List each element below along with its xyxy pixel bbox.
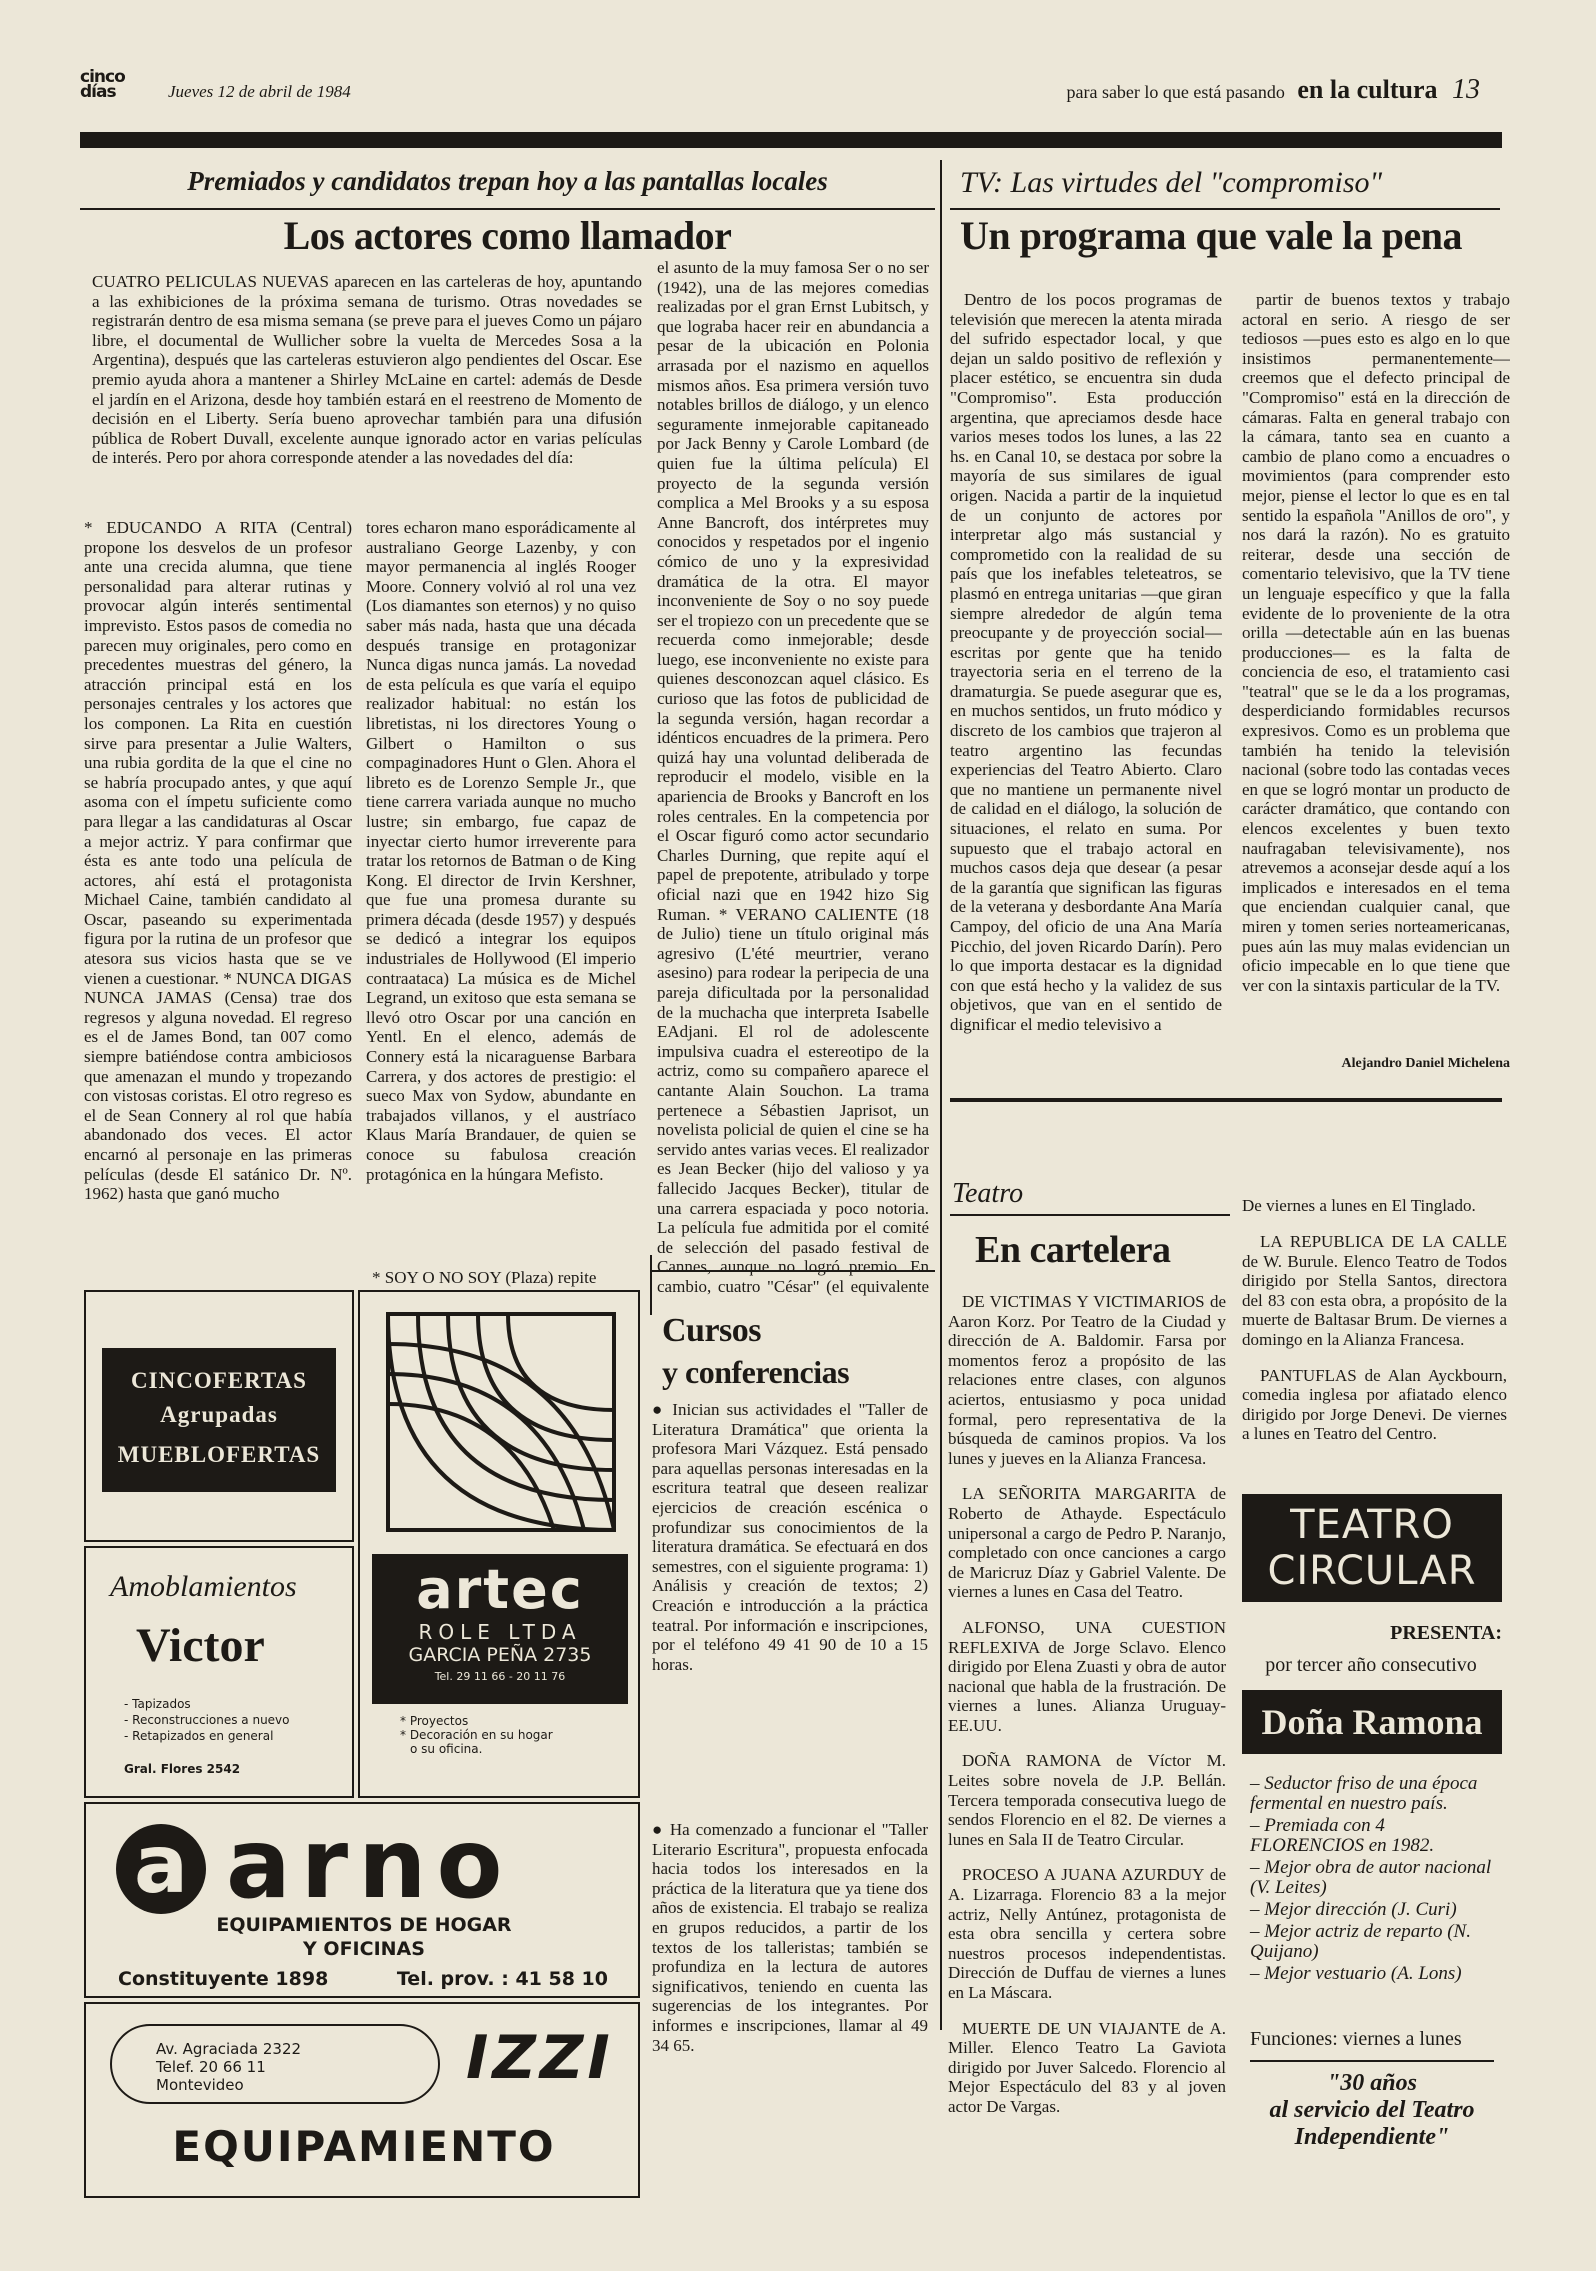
teatro-circular-header: [1242, 1494, 1502, 1602]
service-item: - Tapizados: [124, 1697, 191, 1711]
story-kicker: Premiados y candidatos trepan hoy a las pantallas locales: [187, 166, 828, 196]
arno-name: arno: [226, 1808, 513, 1920]
service-item: * Proyectos: [400, 1714, 469, 1728]
teatro-kicker: Teatro: [952, 1178, 1024, 1209]
section-divider: [940, 160, 942, 2030]
arno-phone: Tel. prov. : 41 58 10: [396, 1968, 608, 1990]
author-signature: Alejandro Daniel Michelena: [1341, 1056, 1510, 1071]
ad-cincofertas: [84, 1290, 354, 1542]
section-header: [1066, 74, 1480, 106]
column-rule: [650, 1255, 652, 1315]
ad-victor-address: Gral. Flores 2542: [124, 1762, 241, 1776]
ad-cincofertas-box: [102, 1348, 336, 1492]
service-item: - Reconstrucciones a nuevo: [124, 1713, 290, 1727]
tagline: para saber lo que está pasando: [1066, 82, 1285, 102]
issue-date: Jueves 12 de abril de 1984: [168, 82, 351, 101]
story-headline: Los actores como llamador: [283, 213, 732, 258]
story-column-2: tores echaron mano esporádicamente al australiano George Lazenby, y con mayor permanencia al inglés Rooger Moore. Connery volvió al rol una vez (Los diamantes son eternos) y no quiso saber más nada, hasta que una década después transige en protagonizar Nunca digas nunca jamás. La novedad de esta película es que varía el equipo realizador habitual: no están los libretistas, ni los directores Young o Gilbert o Hamilton o sus compaginadores Hunt o Glen. Ahora el libreto es de Lorenzo Semple Jr., que tiene carrera variada aunque no mucho lustre; sin embargo, fue capaz de inyectar cierto humor irreverente para tratar los retornos de Batman o de King Kong. El director de Irvin Kershner, que fue una promesa durante su primera década (desde 1957) y después se dedicó a integrar los equipos industriales de Hollywood (El imperio contraataca) La música es de Michel Legrand, un exitoso que esta semana se llevó otro Oscar por una canción en Yentl. En el elenco, además de Connery está la nicaraguense Barbara Carrera, y dos actores de prestigio: el sueco Max von Sydow, abundante en trabajados villanos, y el austríaco Klaus María Brandauer, de quien se conoce su fabulosa creación protagónica en la húngara Mefisto.: [366, 518, 636, 1184]
artec-phone: Tel. 29 11 66 - 20 11 76: [434, 1670, 566, 1683]
listing: PANTUFLAS de Alan Ayckbourn, comedia inglesa por afiatado elenco dirigido por Jorge Denevi. De viernes a lunes en Teatro del Centro.: [1242, 1365, 1507, 1444]
ad-victor-services: [124, 1696, 290, 1744]
arno-address: Constituyente 1898: [118, 1968, 329, 1990]
story-column-2-tail: * SOY O NO SOY (Plaza) repite: [372, 1268, 597, 1287]
story-column-2: partir de buenos textos y trabajo actoral en serio. A riesgo de ser tediosos —pues esto es algo en lo que insistimos permanentemente— creemos que el defecto principal de "Compromiso" está en la dirección de cámaras. Falta en general trabajo con la cámara, tanto sea en cuanto a cambio de plano como a encuadres o movimientos (para comprender esto mejor, piense el lector lo que es en tal sentido la española "Anillos de oro", y nos dará la razón). No es gratuito reiterar, desde una sección de comentario televisivo, que la TV tiene un lenguaje específico y que la falla evidente de lo proveniente de la otra orilla —detectable aún en las buenas producciones— es la falta de conciencia de eso, el tratamiento casi "teatral" que se le da a los programas, desperdiciando formidables recursos expresivos. Como es un problema que también ha tenido la televisión nacional (sobre todo las contadas veces en que se logró montar un producto de carácter dramático, que contando con elencos excelentes y buen texto naufragaban televisivamente), nos atrevemos a aconsejar desde aquí a los implicados e interesados en el tema que enciendan cualquier canal, que miren y tomen series norteamericanas, pues aún las muy malas evidencian un oficio impecable en lo que tiene que ver con la sintaxis particular de la TV.: [1242, 290, 1510, 995]
masthead: [80, 68, 1480, 108]
izzi-address: [142, 2040, 301, 2094]
kicker-underline: [80, 208, 935, 210]
cursos-title-2: y conferencias: [662, 1354, 850, 1390]
slogan-line: al servicio del Teatro: [1269, 2097, 1475, 2123]
newspaper-logo: cinco días: [80, 67, 125, 102]
teatro-circular-title: CIRCULAR: [1267, 1548, 1477, 1594]
section-rule: [950, 1098, 1502, 1102]
ad-line: MUEBLOFERTAS: [117, 1442, 321, 1467]
slogan-line: "30 años: [1326, 2070, 1417, 2096]
izzi-word: EQUIPAMIENTO: [172, 2122, 556, 2171]
award-item: – Mejor actriz de reparto (N. Quijano): [1250, 1921, 1471, 1962]
story-column-1: Dentro de los pocos programas de televisión que merecen la atenta mirada del sufrido espectador local, y que dejan un saldo positivo de reflexión y placer estético, se encuentra sin duda "Compromiso". Esta producción argentina, que apreciamos desde hace varios meses todos los lunes, a las 22 hs. en Canal 10, se destaca por sobre la mayoría de sus similares de igual origen. Nacida a partir de la inquietud de un conjunto de actores por interpretar algo más sustancial y comprometido con la realidad de su país que los inefables teleteatros, se plasmó en entrega unitarias —que giran siempre alrededor de algún tema preocupante y de proyección social— escritas por gente que ha tenido trayectoria seria en el terreno de la dramaturgia. Se puede asegurar que es, en muchos sentidos, un fruto módico y discreto de los cambios que trajeron al teatro argentino las fecundas experiencias del Teatro Abierto. Claro que no mantiene un permanente nivel de calidad en el diálogo, la solución de situaciones, el relato en suma. Por supuesto que el trabajo actoral en muchos casos deja que desear (a pesar de la garantía que significan las figuras de la veterana y desbordante Ana María Campoy, del oficio de una Ana María Picchio, del joven Ricardo Darín). Pero lo que importa destacar es la dignidad con que está hecho y la validez de sus objetivos, que van en el sentido de dignificar el medio televisivo a: [950, 290, 1222, 1034]
izzi-city: Montevideo: [156, 2076, 244, 2094]
artec-sub: ROLE LTDA: [418, 1620, 582, 1644]
teatro-circular-title: TEATRO: [1290, 1502, 1454, 1548]
ad-rule: [1250, 2060, 1494, 2062]
ad-line: Agrupadas: [160, 1402, 278, 1427]
story-kicker: TV: Las virtudes del "compromiso": [960, 166, 1383, 199]
award-item: – Seductor friso de una época fermental en nuestro país.: [1250, 1773, 1478, 1814]
izzi-phone: Telef. 20 66 11: [156, 2058, 266, 2076]
artec-name: artec: [416, 1558, 584, 1621]
ad-line: CINCOFERTAS: [131, 1368, 307, 1393]
ad-teatro-circular: [1240, 1494, 1504, 2154]
artec-services: [400, 1714, 553, 1756]
service-item: * Decoración en su hogar: [400, 1728, 553, 1742]
listing: LA REPUBLICA DE LA CALLE de W. Burule. Elenco Teatro de Todos dirigido por Stella Santos, directora del 83 con esta obra, a propósito de la muerte de Baltasar Brum. De viernes a domingo en la Alianza Francesa.: [1242, 1232, 1507, 1349]
teatro-listings: [948, 1292, 1226, 2142]
story-column-1: * EDUCANDO A RITA (Central) propone los desvelos de un profesor ante una crecida alumna, que tiene personalidad para alterar rutinas y provocar algún interés sentimental imprevisto. Estos pasos de comedia no parecen muy originales, pero como en precedentes muestras del género, la atracción principal está en los personajes centrales y los actores que los componen. La Rita en cuestión sirve para presentar a Julie Walters, una rubia gordita de la que el cine no se habría procupado antes, y que aquí asoma con el ímpetu suficiente como para llegar a las candidaturas al Oscar a mejor actriz. Y para confirmar que ésta es ante todo una película de actores, ahí está el protagonista Michael Caine, también candidato al Oscar, paseando su experimentada figura por la rutina de un profesor que atesora sus vicios hasta que se ve vienen a cuestionar. * NUNCA DIGAS NUNCA JAMAS (Censa) trae dos regresos y alguna novedad. El regreso es el de James Bond, tan 007 como siempre batiéndose contra ambiciosos que amenazan el mundo y tropezando con vistosas coristas. El otro regreso es el de Sean Connery al rol que había abandonado dos veces. El actor encarnó al personaje en las primeras películas (desde El satánico Dr. Nº. 1962) hasta que ganó mucho: [84, 518, 352, 1204]
arno-logo-icon: a: [116, 1824, 206, 1914]
funciones: Funciones: viernes a lunes: [1250, 2028, 1462, 2050]
award-item: – Mejor dirección (J. Curi): [1250, 1899, 1457, 1920]
artec-black-panel: [372, 1554, 628, 1704]
ad-victor-name: Victor: [136, 1619, 265, 1672]
story-intro: CUATRO PELICULAS NUEVAS aparecen en las carteleras de hoy, apuntando a las exhibiciones de la próxima semana de turismo. Otras novedades se registrarán dentro de esa misma semana (se preve para el jueves Como un pájaro libre, el documental de Wullicher sobre la vuelta de Mercedes Sosa a la Argentina), después que las carteleras estuvieron algo pendientes del Oscar. Ese premio ayuda ahora a mantener a Shirley McLaine en cartel: además de Desde el jardín en el Arizona, desde hoy también estará en el reestreno de Momento de decisión en el Liberty. Sería bueno aprovechar también para una difusión pública de Robert Duvall, excelente aunque ignorado actor en varias películas de interés. Pero por ahora corresponde atender a las novedades del día:: [92, 272, 642, 468]
slogan: [1240, 2070, 1504, 2151]
listing: LA SEÑORITA MARGARITA de Roberto de Athayde. Espectáculo unipersonal a cargo de Pedro P. Naranjo, completado con once canciones a cargo de Maricruz Díaz y Gabriel Valente. De viernes a lunes en Casa del Teatro.: [948, 1484, 1226, 1602]
kicker-underline: [950, 208, 1500, 210]
service-item: o su oficina.: [410, 1742, 483, 1756]
slogan-line: Independiente": [1294, 2124, 1450, 2150]
story-column-3: el asunto de la muy famosa Ser o no ser (1942), una de las mejores comedias realizadas por el gran Ernst Lubitsch, y que lograba hacer reir en abundancia a pesar de la ubicación en Polonia arrasada por el nazismo en aquellos mismos años. Esa primera versión tuvo notables brillos de diálogo, y un elenco seguramente inmejorable capitaneado por Jack Benny y Carole Lombard (de quien fue la última película) El proyecto de la segunda versión complica a Mel Brooks y a su esposa Anne Bancroft, dos intérpretes muy conocidos y respetados por el ingenio cómico de uno y la expresividad dramática de la otra. El mayor inconveniente de Soy o no soy puede ser el tropiezo con un precedente que se recuerda como inmejorable; desde luego, ese inconveniente no existe para quienes desconozcan aquel clásico. Es curioso que las fotos de publicidad de la segunda versión, hagan recordar a idénticos encuadres de la primera. Pero quizá hay una voluntad deliberada de reproducir el modelo, visible en la apariencia de Brooks y Bancroft en los roles centrales. En la competencia por el Oscar figuró como actor secundario Charles Durning, que repite aquí el papel de prepotente, atribulado y torpe oficial nazi que en 1942 hizo Sig Ruman. * VERANO CALIENTE (18 de Julio) tiene un título original más agresivo (L'été meurtrier, verano asesino) para rodear la peripecia de una pareja dificultada por la personalidad de la muchacha que interpreta Isabelle EAdjani. El rol de adolescente impulsiva cuadra el estereotipo de la actriz, como su compañero aparece el cantante Alain Souchon. La trama pertenece a Sébastien Japrisot, un novelista policial de quien el cine se ha servido antes varias veces. El realizador es Jean Becker (hijo del valioso y ya fallecido Jacques Becker), titular de una carrera espaciada y poco notoria. La película fue admitida por el comité de selección del pasado festival de Cannes, aunque no logró premio. En cambio, cuatro "César" (el equivalente: [657, 258, 929, 1296]
presenta-label: PRESENTA:: [1390, 1622, 1502, 1644]
cursos-item: ● Inician sus actividades el "Taller de Literatura Dramática" que orienta la profesora Mari Vázquez. Está pensado para aquellas personas interesadas en la escritura teatral que deseen realizar ejercicios de creación escénica o profundizar sus conocimientos de la literatura dramática. Se efectuará en dos semestres, con el siguiente programa: 1) Análisis y creación de textos; 2) Creación e introducción a la práctica teatral. Por información e inscripciones, por el teléfono 49 41 90 de 10 a 15 horas.: [652, 1400, 928, 1674]
izzi-brand: IZZI: [466, 2023, 614, 2093]
presenta-sub: por tercer año consecutivo: [1265, 1654, 1477, 1676]
award-item: – Premiada con 4 FLORENCIOS en 1982.: [1250, 1815, 1435, 1856]
ad-victor: [84, 1546, 354, 1798]
ad-arno: [84, 1802, 640, 1998]
awards-list: [1250, 1774, 1496, 1984]
artec-address: GARCIA PEÑA 2735: [408, 1644, 592, 1666]
section-name: en la cultura: [1297, 75, 1438, 104]
page-number: 13: [1452, 74, 1480, 105]
ad-izzi: [84, 2002, 640, 2198]
artec-logo-graphic: [378, 1304, 624, 1540]
service-item: - Retapizados en general: [124, 1729, 274, 1743]
award-item: – Mejor obra de autor nacional (V. Leites): [1250, 1857, 1492, 1898]
ad-victor-title: Amoblamientos: [110, 1570, 297, 1603]
teatro-listings-2: [1242, 1232, 1507, 1472]
listing: MUERTE DE UN VIAJANTE de A. Miller. Elenco Teatro La Gaviota dirigido por Juver Salcedo. Florencio al Mejor Espectáculo del 83 y al joven actor De Vargas.: [948, 2018, 1226, 2116]
teatro-headline: En cartelera: [975, 1229, 1171, 1271]
play-title: Doña Ramona: [1242, 1690, 1502, 1754]
top-rule: [80, 132, 1502, 148]
story-headline: Un programa que vale la pena: [960, 213, 1462, 258]
teatro-listing-tail: De viernes a lunes en El Tinglado.: [1242, 1196, 1476, 1215]
arno-line1: EQUIPAMIENTOS DE HOGAR: [216, 1914, 512, 1936]
cursos-title: Cursos: [662, 1312, 762, 1349]
cursos-item: ● Ha comenzado a funcionar el "Taller Literario Escritura", propuesta enfocada hacia todos los interesados en la práctica de la literatura que ya tiene dos años de existencia. El trabajo se realiza en grupos reducidos, a partir de los textos de los talleristas; también se profundiza en la lectura de autores significativos, teniendo en cuenta las sugerencias de los integrantes. Por informes e inscripciones, llamar al 49 34 65.: [652, 1820, 928, 2055]
ad-artec: [358, 1290, 640, 1798]
izzi-street: Av. Agraciada 2322: [156, 2040, 302, 2058]
listing: DE VICTIMAS Y VICTIMARIOS de Aaron Korz. Por Teatro de la Ciudad y dirección de A. Baldomir. Farsa por momentos feroz a propósito de las relaciones entre clases, con algunos aciertos, entusiasmo y poca unidad formal, pero representativa de la búsqueda de caminos propios. Va los lunes y jueves en la Alianza Francesa.: [948, 1292, 1226, 1468]
listing: DOÑA RAMONA de Víctor M. Leites sobre novela de J.P. Bellán. Tercera temporada consecutiva luego de sendos Florencio en el 82. De viernes a lunes en Sala II de Teatro Circular.: [948, 1751, 1226, 1849]
arno-line2: Y OFICINAS: [303, 1938, 425, 1960]
listing: ALFONSO, UNA CUESTION REFLEXIVA de Jorge Sclavo. Elenco dirigido por Elena Zuasti y obra de autor nacional que habla de la frustración. De viernes a lunes. Alianza Uruguay-EE.UU.: [948, 1617, 1226, 1735]
award-item: – Mejor vestuario (A. Lons): [1250, 1963, 1462, 1984]
teatro-underline: [950, 1214, 1230, 1216]
listing: PROCESO A JUANA AZURDUY de A. Lizarraga. Florencio 83 a la mejor actriz, Nelly Antúnez, protagonista de esta obra sencilla y certera sobre nuestros procesos independentistas. Dirección de Duffau de viernes a lunes en La Máscara.: [948, 1865, 1226, 2002]
